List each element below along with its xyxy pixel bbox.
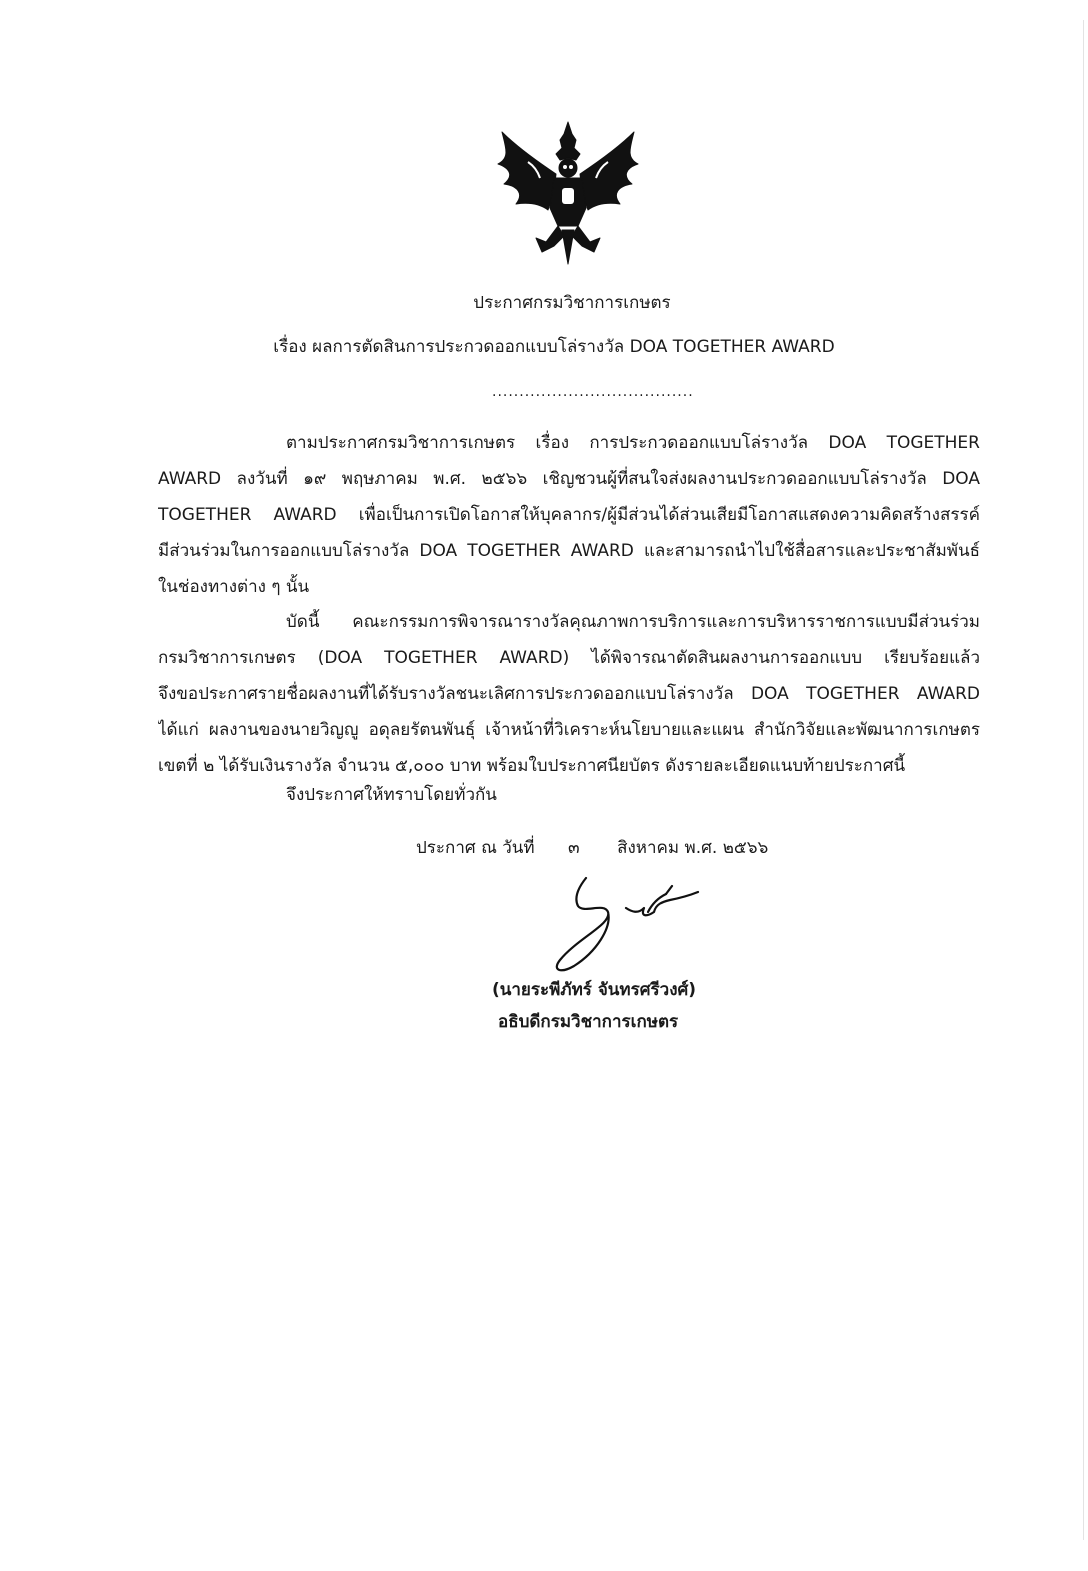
paragraph-line: ในช่องทางต่าง ๆ นั้น: [158, 577, 310, 597]
paragraph-line: บัดนี้ คณะกรรมการพิจารณารางวัลคุณภาพการบริการและการบริหารราชการแบบมีส่วนร่วม: [286, 612, 980, 632]
paragraph-line: ได้แก่ ผลงานของนายวิญญู อดุลยรัตนพันธุ์ เจ้าหน้าที่วิเคราะห์นโยบายและแผน สำนักวิจัยและพัฒนาการเกษตร: [158, 720, 980, 740]
closing-statement: จึงประกาศให้ทราบโดยทั่วกัน: [286, 785, 497, 805]
date-day: ๓: [568, 838, 580, 858]
scan-edge-line: [1083, 20, 1084, 1540]
garuda-emblem-icon: [488, 118, 648, 268]
signatory-position: อธิบดีกรมวิชาการเกษตร: [498, 1012, 679, 1032]
paragraph-1: [158, 425, 980, 605]
paragraph-2: [158, 604, 980, 784]
document-title: ประกาศกรมวิชาการเกษตร: [473, 293, 671, 313]
signatory-name: (นายระพีภัทร์ จันทรศรีวงศ์): [492, 980, 697, 1000]
paragraph-line: TOGETHER AWARD เพื่อเป็นการเปิดโอกาสให้บุคลากร/ผู้มีส่วนได้ส่วนเสียมีโอกาสแสดงความคิดสร้างสรรค์: [158, 505, 980, 525]
paragraph-line: กรมวิชาการเกษตร (DOA TOGETHER AWARD) ได้พิจารณาตัดสินผลงานการออกแบบ เรียบร้อยแล้ว: [158, 648, 980, 668]
paragraph-line: มีส่วนร่วมในการออกแบบโล่รางวัล DOA TOGETHER AWARD และสามารถนำไปใช้สื่อสารและประชาสัมพันธ์: [158, 541, 980, 561]
handwritten-signature: [548, 868, 718, 978]
separator-dots: .....................................: [492, 384, 694, 400]
document-subject: เรื่อง ผลการตัดสินการประกวดออกแบบโล่รางวัล DOA TOGETHER AWARD: [273, 337, 835, 357]
date-month-year: สิงหาคม พ.ศ. ๒๕๖๖: [617, 838, 769, 858]
paragraph-line: จึงขอประกาศรายชื่อผลงานที่ได้รับรางวัลชนะเลิศการประกวดออกแบบโล่รางวัล DOA TOGETHER AWARD: [158, 684, 980, 704]
paragraph-line: เขตที่ ๒ ได้รับเงินรางวัล จำนวน ๕,๐๐๐ บาท พร้อมใบประกาศนียบัตร ดังรายละเอียดแนบท้ายประกาศนี้: [158, 756, 906, 776]
paragraph-line: ตามประกาศกรมวิชาการเกษตร เรื่อง การประกวดออกแบบโล่รางวัล DOA TOGETHER: [286, 433, 980, 453]
paragraph-line: AWARD ลงวันที่ ๑๙ พฤษภาคม พ.ศ. ๒๕๖๖ เชิญชวนผู้ที่สนใจส่งผลงานประกวดออกแบบโล่รางวัล DOA: [158, 469, 980, 489]
announcement-date: [416, 834, 768, 861]
date-prefix: ประกาศ ณ วันที่: [416, 838, 535, 858]
